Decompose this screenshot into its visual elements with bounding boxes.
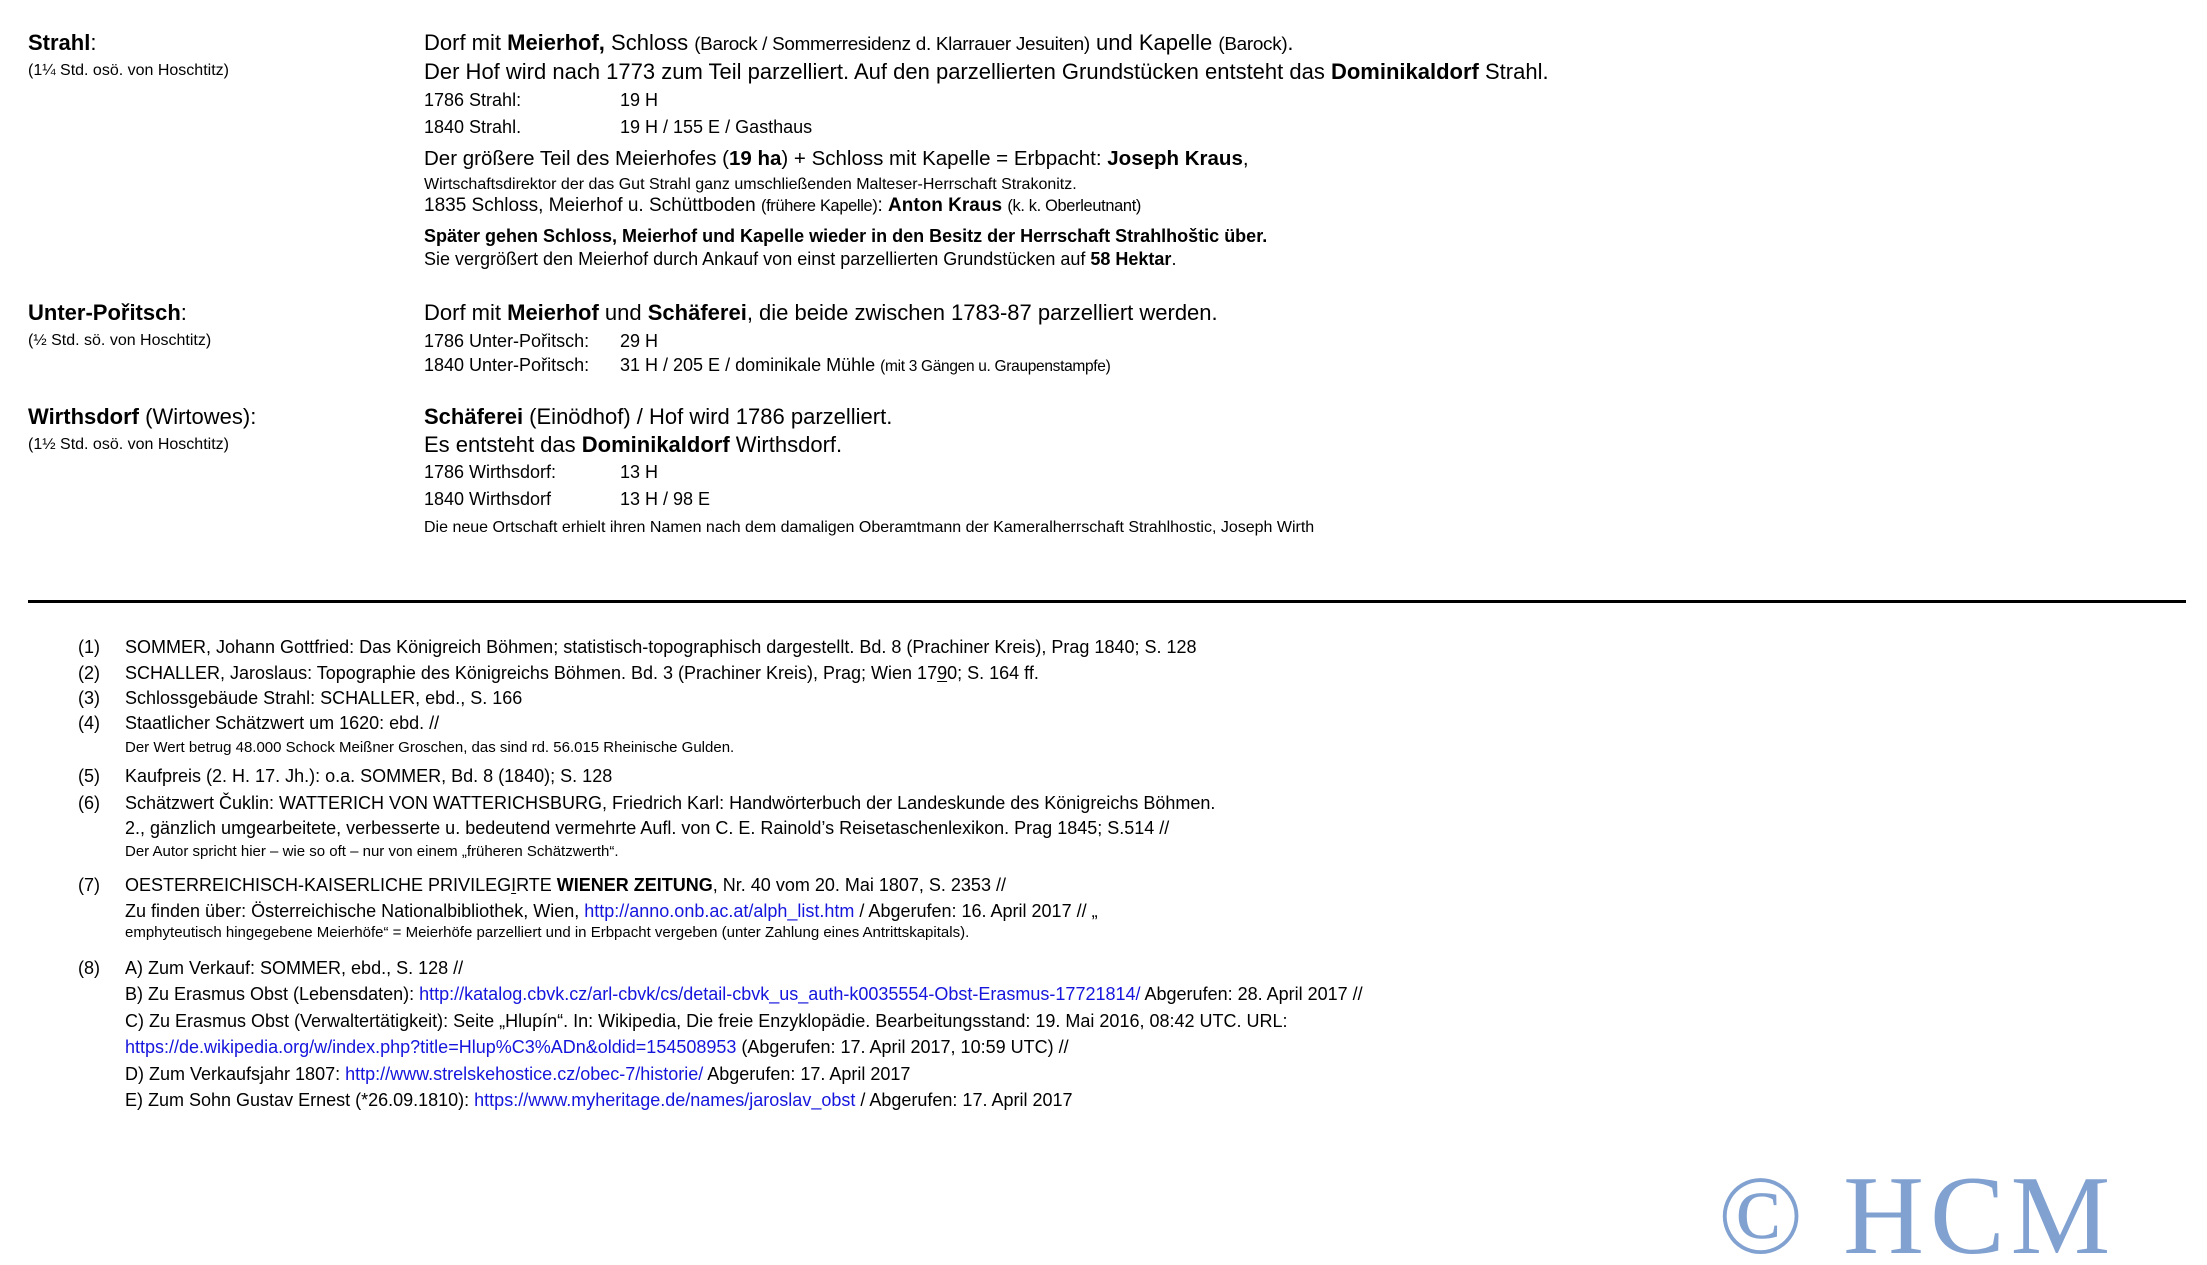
line-value: 31 H / 205 E / dominikale Mühle (mit 3 Gängen u. Graupenstampfe) — [620, 355, 1111, 375]
section-divider — [28, 600, 2186, 603]
entry-label-unter-poritsch — [28, 300, 211, 351]
footnote-line — [125, 1037, 1069, 1059]
line-text: Schäferei (Einödhof) / Hof wird 1786 parzelliert. — [424, 404, 893, 429]
line-text: 1840 Strahl. — [424, 117, 522, 137]
footnote-text: D) Zum Verkaufsjahr 1807: http://www.strelskehostice.cz/obec-7/historie/ Abgerufen: 17. April 2017 — [125, 1064, 911, 1084]
line-text: Später gehen Schloss, Meierhof und Kapelle wieder in den Besitz der Herrschaft Strahlhoštic über. — [424, 226, 1268, 246]
footnote-text: https://de.wikipedia.org/w/index.php?title=Hlup%C3%ADn&oldid=154508953 (Abgerufen: 17. April 2017, 10:59 UTC) // — [125, 1037, 1069, 1057]
line-value: 13 H — [620, 462, 659, 482]
footnote-line — [78, 688, 523, 710]
footnote-number: (7) — [78, 875, 100, 895]
footnote-text: B) Zu Erasmus Obst (Lebensdaten): http://katalog.cbvk.cz/arl-cbvk/cs/detail-cbvk_us_auth-k0035554-Obst-Erasmus-17721814/ Abgerufen: 28. April 2017 // — [125, 984, 1363, 1004]
text-line — [424, 90, 659, 112]
line-value: 19 H / 155 E / Gasthaus — [620, 117, 813, 137]
footnote-number: (5) — [78, 766, 100, 786]
text-line — [424, 355, 1111, 377]
text-line — [424, 194, 1141, 217]
footnote-text: Kaufpreis (2. H. 17. Jh.): o.a. SOMMER, Bd. 8 (1840); S. 128 — [125, 766, 613, 786]
line-text: Es entsteht das Dominikaldorf Wirthsdorf. — [424, 432, 843, 457]
hyperlink[interactable]: http://anno.onb.ac.at/alph_list.htm — [584, 901, 855, 921]
line-text: 1786 Wirthsdorf: — [424, 462, 557, 482]
entry-title: Strahl: — [28, 30, 97, 55]
entry-distance-note: (1¼ Std. osö. von Hoschtitz) — [28, 62, 229, 79]
text-line — [424, 30, 1294, 57]
entry-title: Unter-Pořitsch: — [28, 300, 187, 325]
line-text: Die neue Ortschaft erhielt ihren Namen nach dem damaligen Oberamtmann der Kameralherrschaft Strahlhostic, Joseph Wirth — [424, 519, 1315, 536]
entry-distance-note: (½ Std. sö. von Hoschtitz) — [28, 332, 212, 349]
entry-label-strahl — [28, 30, 229, 81]
footnote-text: E) Zum Sohn Gustav Ernest (*26.09.1810): https://www.myheritage.de/names/jaroslav_obst / Abgerufen: 17. April 2017 — [125, 1090, 1073, 1110]
text-line — [424, 300, 1218, 327]
footnote-line — [125, 843, 619, 861]
footnote-text: Schätzwert Čuklin: WATTERICH VON WATTERICHSBURG, Friedrich Karl: Handwörterbuch der Landeskunde des Königreichs Böhmen. — [125, 793, 1216, 813]
footnote-line — [78, 637, 1197, 659]
line-text: Der Hof wird nach 1773 zum Teil parzelliert. Auf den parzellierten Grundstücken entsteht das Dominikaldorf Strahl. — [424, 59, 1549, 84]
footnote-text: C) Zu Erasmus Obst (Verwaltertätigkeit): Seite „Hlupín“. In: Wikipedia, Die freie Enzyklopädie. Bearbeitungsstand: 19. Mai 2016, 08:42 UTC. URL: — [125, 1011, 1288, 1031]
footnote-number: (8) — [78, 958, 100, 978]
line-text: 1840 Wirthsdorf — [424, 489, 552, 509]
footnote-line — [78, 875, 1006, 897]
footnote-number: (4) — [78, 713, 100, 733]
footnote-line — [125, 1064, 910, 1086]
line-text: 1840 Unter-Pořitsch: — [424, 355, 590, 375]
footnote-text: SOMMER, Johann Gottfried: Das Königreich Böhmen; statistisch-topographisch dargestellt. Bd. 8 (Prachiner Kreis), Prag 1840; S. 128 — [125, 637, 1197, 657]
footnote-text: SCHALLER, Jaroslaus: Topographie des Königreichs Böhmen. Bd. 3 (Prachiner Kreis), Prag; Wien 1790; S. 164 ff. — [125, 663, 1039, 683]
footnote-line — [78, 663, 1039, 685]
footnote-line — [125, 984, 1363, 1006]
hyperlink[interactable]: http://katalog.cbvk.cz/arl-cbvk/cs/detail-cbvk_us_auth-k0035554-Obst-Erasmus-17721814/ — [419, 984, 1141, 1004]
hyperlink[interactable]: https://www.myheritage.de/names/jaroslav_obst — [474, 1090, 856, 1110]
footnote-text: Staatlicher Schätzwert um 1620: ebd. // — [125, 713, 440, 733]
hcm-watermark: © HCM — [1718, 1154, 2117, 1265]
footnote-line — [78, 793, 1216, 815]
text-line — [424, 331, 659, 353]
text-line — [424, 462, 659, 484]
line-value: 19 H — [620, 90, 659, 110]
entry-distance-note: (1½ Std. osö. von Hoschtitz) — [28, 436, 229, 453]
footnote-line — [125, 818, 1169, 840]
line-text: Sie vergrößert den Meierhof durch Ankauf von einst parzellierten Grundstücken auf 58 Hektar. — [424, 249, 1177, 269]
line-text: 1786 Strahl: — [424, 90, 522, 110]
text-line — [424, 518, 1314, 538]
line-value: 29 H — [620, 331, 659, 351]
footnote-text: Schlossgebäude Strahl: SCHALLER, ebd., S. 166 — [125, 688, 523, 708]
text-line — [424, 249, 1176, 271]
text-line — [424, 175, 1077, 195]
footnote-text: emphyteutisch hingegebene Meierhöfe“ = Meierhöfe parzelliert und in Erbpacht vergeben (unter Zahlung eines Antrittskapitals). — [125, 924, 970, 941]
line-text: 1835 Schloss, Meierhof u. Schüttboden (frühere Kapelle): Anton Kraus (k. k. Oberleutnant) — [424, 195, 1142, 216]
footnote-line — [78, 713, 440, 735]
line-text: Der größere Teil des Meierhofes (19 ha) + Schloss mit Kapelle = Erbpacht: Joseph Kraus, — [424, 147, 1249, 170]
footnote-text: 2., gänzlich umgearbeitete, verbesserte u. bedeutend vermehrte Aufl. von C. E. Rainold’s Reisetaschenlexikon. Prag 1845; S.514 // — [125, 818, 1170, 838]
hyperlink[interactable]: http://www.strelskehostice.cz/obec-7/historie/ — [345, 1064, 704, 1084]
footnote-number: (6) — [78, 793, 100, 813]
entry-label-wirthsdorf — [28, 404, 256, 455]
footnote-text: Der Wert betrug 48.000 Schock Meißner Groschen, das sind rd. 56.015 Rheinische Gulden. — [125, 739, 735, 756]
footnote-line — [125, 1011, 1288, 1033]
footnote-line — [125, 924, 969, 942]
footnote-text: Zu finden über: Österreichische Nationalbibliothek, Wien, http://anno.onb.ac.at/alph_list.htm / Abgerufen: 16. April 2017 // „ — [125, 901, 1098, 921]
footnote-line — [125, 739, 734, 757]
footnote-line — [125, 901, 1098, 923]
line-value: 13 H / 98 E — [620, 489, 711, 509]
entry-title: Wirthsdorf (Wirtowes): — [28, 404, 257, 429]
text-line — [424, 226, 1267, 248]
footnote-number: (1) — [78, 637, 100, 657]
line-text: Dorf mit Meierhof und Schäferei, die beide zwischen 1783-87 parzelliert werden. — [424, 300, 1218, 325]
footnote-number: (2) — [78, 663, 100, 683]
text-line — [424, 404, 892, 431]
text-line — [424, 146, 1249, 171]
text-line — [424, 59, 1549, 86]
footnote-text: OESTERREICHISCH-KAISERLICHE PRIVILEGIRTE WIENER ZEITUNG, Nr. 40 vom 20. Mai 1807, S. 2353 // — [125, 875, 1006, 895]
line-text: Dorf mit Meierhof, Schloss (Barock / Sommerresidenz d. Klarrauer Jesuiten) und Kapelle (Barock). — [424, 30, 1294, 55]
line-text: 1786 Unter-Pořitsch: — [424, 331, 590, 351]
hyperlink[interactable]: https://de.wikipedia.org/w/index.php?title=Hlup%C3%ADn&oldid=154508953 — [125, 1037, 737, 1057]
footnote-line — [125, 1090, 1073, 1112]
text-line — [424, 489, 711, 511]
footnote-text: A) Zum Verkauf: SOMMER, ebd., S. 128 // — [125, 958, 464, 978]
text-line — [424, 432, 842, 459]
footnote-number: (3) — [78, 688, 100, 708]
text-line — [424, 117, 813, 139]
footnote-line — [78, 766, 613, 788]
footnote-text: Der Autor spricht hier – wie so oft – nur von einem „früheren Schätzwerth“. — [125, 843, 619, 860]
footnote-line — [78, 958, 464, 980]
line-text: Wirtschaftsdirektor der das Gut Strahl ganz umschließenden Malteser-Herrschaft Strakonitz. — [424, 176, 1077, 193]
